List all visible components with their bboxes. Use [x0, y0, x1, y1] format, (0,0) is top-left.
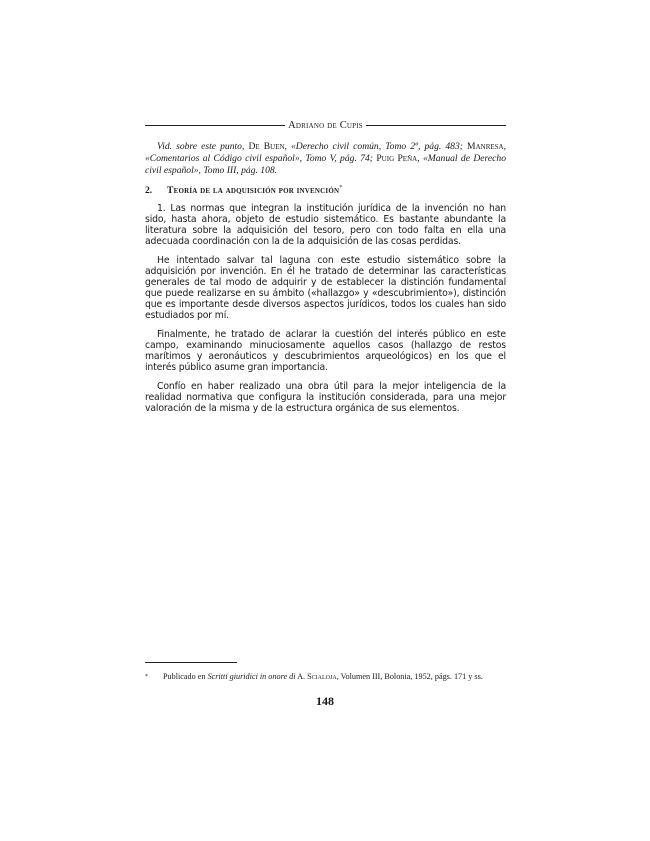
- section-title: [167, 185, 342, 196]
- citation-author-1: De Buen: [248, 141, 285, 152]
- header-author: Adriano de Cupis: [288, 120, 363, 131]
- page-number: 148: [316, 694, 334, 708]
- footnote-text-mid: A.: [295, 672, 308, 681]
- header-rule-left: [145, 125, 285, 126]
- citation-ref-1: , «Derecho civil común, Tomo 2º, pág. 483;: [284, 141, 468, 152]
- paragraph-1: 1. Las normas que integran la institución jurídica de la invención no han sido, hasta ahora, objeto de estudio sistemático. Es bastante abundante la literatura sobre la adquisición del tesoro, pero con todo falta en ella una adecuada coordinación con la de la adquisición de las cosas perdidas.: [145, 203, 506, 247]
- citation-author-3: Puig Peña: [376, 153, 418, 164]
- footnote-text-after: , Volumen III, Bolonia, 1952, págs. 171 y ss.: [336, 672, 483, 681]
- footnote-work: Scritti giuridici in onore di: [207, 672, 296, 681]
- footnote: [145, 672, 506, 682]
- section-heading: [145, 185, 506, 196]
- footnote-honoree: Scialoja: [307, 672, 337, 681]
- footnote-marker: *: [145, 674, 148, 680]
- paragraph-4: Confío en haber realizado una obra útil para la mejor inteligencia de la realidad normativa que configura la institución considerada, para una mejor valoración de la misma y de la estructura orgánica de sus elementos.: [145, 381, 506, 414]
- footnote-rule: [145, 662, 237, 663]
- header-rule-right: [366, 125, 506, 126]
- citation-lead: Vid. sobre este punto,: [157, 141, 249, 152]
- citation-ref-3: , «Manual de Derecho civil español», Tomo III, pág. 108.: [145, 153, 507, 176]
- citation-block: [145, 141, 506, 177]
- section-footnote-marker: *: [339, 185, 343, 191]
- section-title-text: Teoría de la adquisición por invención: [167, 185, 340, 197]
- citation-author-2: Manresa: [467, 141, 504, 152]
- citation-ref-2: , «Comentarios al Código civil español», Tomo V, pág. 74;: [145, 141, 506, 164]
- footnote-text-before: Publicado en: [163, 672, 208, 681]
- paragraph-3: Finalmente, he tratado de aclarar la cuestión del interés público en este campo, examinando minuciosamente aquellos casos (hallazgo de restos marítimos y aeronáuticos y descubrimientos arqueológicos) en los que el interés público asume gran importancia.: [145, 329, 506, 373]
- running-header: [145, 120, 506, 131]
- body-text: [145, 203, 506, 422]
- footnote-text: [163, 672, 483, 682]
- paragraph-2: He intentado salvar tal laguna con este estudio sistemático sobre la adquisición por invención. En él he tratado de determinar las características generales de tal modo de adquirir y de establecer la distinción fundamental que puede realizarse en su ámbito («hallazgo» y «descubrimiento»), distinción que es importante desde diversos aspectos jurídicos, todos los cuales han sido estudiados por mí.: [145, 255, 506, 321]
- section-number: 2.: [145, 185, 153, 196]
